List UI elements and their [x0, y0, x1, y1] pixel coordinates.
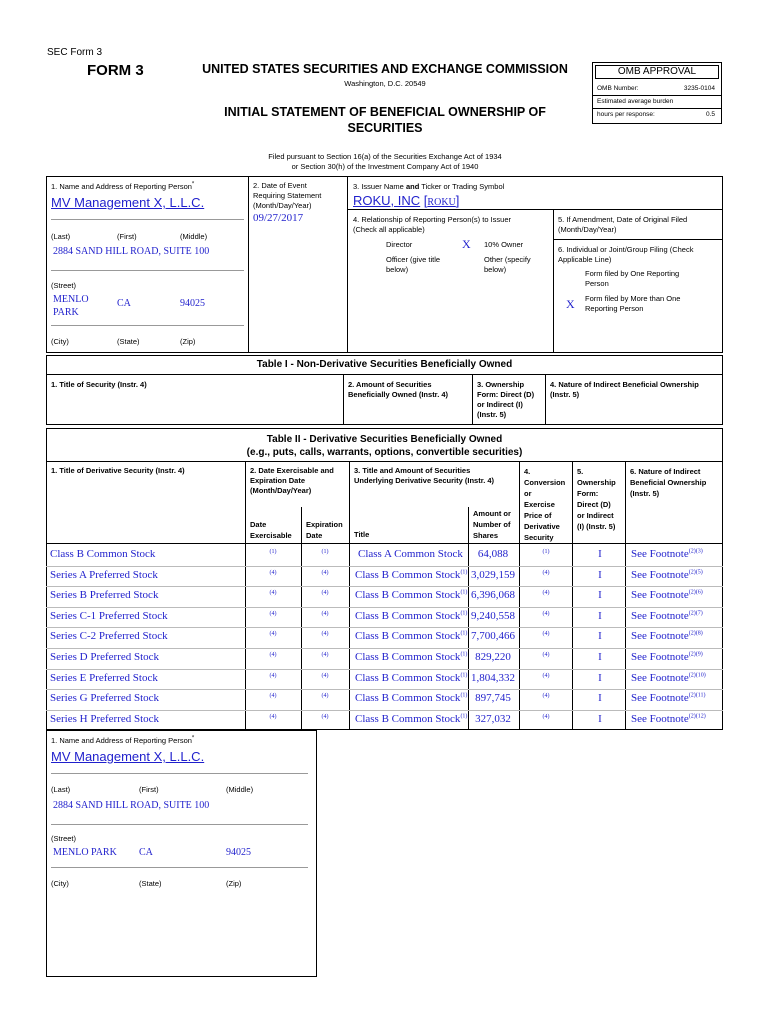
omb-approval-box — [592, 62, 722, 124]
row-conversion-price: (4) — [542, 714, 550, 720]
street-value: 2884 SAND HILL ROAD, SUITE 100 — [53, 246, 210, 257]
officer-option[interactable]: Officer (give title below) — [386, 255, 441, 274]
row-date-exercisable: (4) — [269, 611, 277, 617]
row-underlying-title: Class B Common Stock$^{(1)}$ — [355, 589, 468, 601]
row-expiration-date: (4) — [321, 631, 329, 637]
row-date-exercisable: (4) — [269, 631, 277, 637]
row-conversion-price: (4) — [542, 652, 550, 658]
table-1-title: Table I - Non-Derivative Securities Beneficially Owned — [256, 359, 513, 370]
reporting-person-name[interactable]: MV Management X, L.L.C. — [51, 195, 205, 210]
table-1-col-title: 1. Title of Security (Instr. 4) — [51, 380, 147, 389]
commission-title: UNITED STATES SECURITIES AND EXCHANGE COMMISSION — [202, 62, 568, 76]
table-2-col-nature: 6. Nature of Indirect Beneficial Ownership (Instr. 5) — [630, 467, 707, 498]
row-amount-shares: 897,745 — [475, 692, 511, 704]
ten-percent-owner-option[interactable]: 10% Owner — [484, 240, 524, 249]
row-date-exercisable: (4) — [269, 673, 277, 679]
row-conversion-price: (4) — [542, 611, 550, 617]
state-label: (State) — [117, 337, 140, 346]
zip-value-2: 94025 — [226, 847, 251, 858]
table-2-col-underlying: 3. Title and Amount of Securities Underlying Derivative Security (Instr. 4) — [354, 466, 495, 485]
row-conversion-price: (1) — [542, 549, 550, 555]
row-ownership-form: I — [598, 630, 602, 642]
row-nature-ownership: See Footnote$^{(2)(6)}$ — [631, 589, 703, 601]
row-ownership-form: I — [598, 672, 602, 684]
row-security-title: Series A Preferred Stock — [50, 569, 158, 581]
issuer-name[interactable]: ROKU, INC [ROKU] — [353, 193, 460, 208]
row-amount-shares: 64,088 — [477, 548, 509, 560]
row-conversion-price: (4) — [542, 570, 550, 576]
table-2-col-title: 1. Title of Derivative Security (Instr. 4) — [51, 466, 185, 475]
event-date-label: 2. Date of Event Requiring Statement (Month/Day/Year) — [253, 181, 322, 210]
omb-hours-label: hours per response: — [597, 111, 655, 118]
other-option[interactable]: Other (specify below) — [484, 255, 531, 274]
row-underlying-title: Class A Common Stock — [358, 548, 463, 560]
street-value-2: 2884 SAND HILL ROAD, SUITE 100 — [53, 800, 210, 811]
row-divider — [46, 566, 723, 567]
row-divider — [46, 607, 723, 608]
omb-number-value: 3235-0104 — [683, 85, 715, 92]
row-date-exercisable: (4) — [269, 714, 277, 720]
row-date-exercisable: (4) — [269, 590, 277, 596]
omb-number-label: OMB Number: — [597, 85, 639, 92]
table-2-sub-amount: Amount or Number of Shares — [473, 509, 511, 540]
table-2-col-ownership: 5. Ownership Form: Direct (D) or Indirect (I) (Instr. 5) — [577, 467, 616, 531]
row-expiration-date: (4) — [321, 590, 329, 596]
table-1-col-amount: 2. Amount of Securities Beneficially Owned (Instr. 4) — [348, 380, 449, 399]
row-conversion-price: (4) — [542, 631, 550, 637]
row-security-title: Series G Preferred Stock — [50, 692, 160, 704]
middle-label: (Middle) — [180, 232, 208, 241]
issuer-label: 3. Issuer Name and Ticker or Trading Symbol — [353, 182, 505, 191]
state-value-2: CA — [139, 847, 153, 858]
street-label: (Street) — [51, 281, 77, 290]
reporting-person-label: 1. Name and Address of Reporting Person* — [51, 181, 195, 191]
zip-label-2: (Zip) — [226, 879, 242, 888]
row-ownership-form: I — [598, 589, 602, 601]
row-amount-shares: 1,804,332 — [471, 672, 515, 684]
row-amount-shares: 9,240,558 — [471, 610, 515, 622]
row-nature-ownership: See Footnote$^{(2)(5)}$ — [631, 569, 703, 581]
zip-label: (Zip) — [180, 337, 196, 346]
table-2-title: Table II - Derivative Securities Beneficially Owned (e.g., puts, calls, warrants, options, convertible securities) — [246, 434, 523, 458]
row-underlying-title: Class B Common Stock$^{(1)}$ — [355, 672, 468, 684]
row-underlying-title: Class B Common Stock$^{(1)}$ — [355, 692, 468, 704]
table-2-sub-expiration: Expiration Date — [306, 520, 343, 540]
row-ownership-form: I — [598, 713, 602, 725]
row-date-exercisable: (1) — [269, 549, 277, 555]
filed-by-more-check[interactable]: X — [566, 297, 575, 311]
event-date-value: 09/27/2017 — [253, 212, 304, 224]
first-label: (First) — [117, 232, 137, 241]
row-nature-ownership: See Footnote$^{(2)(10)}$ — [631, 672, 706, 684]
table-1-col-nature: 4. Nature of Indirect Beneficial Ownership (Instr. 5) — [550, 380, 699, 399]
row-expiration-date: (4) — [321, 611, 329, 617]
ten-percent-owner-check[interactable]: X — [462, 237, 471, 251]
omb-burden-label: Estimated average burden — [597, 98, 674, 105]
row-ownership-form: I — [598, 548, 602, 560]
row-amount-shares: 6,396,068 — [471, 589, 515, 601]
omb-hours-value: 0.5 — [705, 111, 715, 118]
director-option[interactable]: Director — [386, 240, 413, 249]
row-amount-shares: 327,032 — [475, 713, 511, 725]
table-2-col-dates: 2. Date Exercisable and Expiration Date (Month/Day/Year) — [250, 466, 334, 495]
row-nature-ownership: See Footnote$^{(2)(12)}$ — [631, 713, 706, 725]
omb-title: OMB APPROVAL — [595, 65, 719, 79]
table-2-sub-date-exercisable: Date Exercisable — [250, 520, 292, 540]
last-label-2: (Last) — [51, 785, 71, 794]
row-security-title: Series H Preferred Stock — [50, 713, 160, 725]
row-ownership-form: I — [598, 610, 602, 622]
row-expiration-date: (4) — [321, 693, 329, 699]
filing-type-label: 6. Individual or Joint/Group Filing (Check Applicable Line) — [558, 245, 694, 264]
commission-location: Washington, D.C. 20549 — [344, 79, 426, 88]
row-amount-shares: 7,700,466 — [471, 630, 515, 642]
row-ownership-form: I — [598, 692, 602, 704]
row-date-exercisable: (4) — [269, 693, 277, 699]
row-date-exercisable: (4) — [269, 570, 277, 576]
city-label: (City) — [51, 337, 69, 346]
filed-by-more-option[interactable]: Form filed by More than One Reporting Person — [585, 294, 681, 313]
first-label-2: (First) — [139, 785, 159, 794]
row-nature-ownership: See Footnote$^{(2)(9)}$ — [631, 651, 703, 663]
row-conversion-price: (4) — [542, 673, 550, 679]
row-underlying-title: Class B Common Stock$^{(1)}$ — [355, 713, 468, 725]
row-security-title: Series C-1 Preferred Stock — [50, 610, 168, 622]
table-1-col-ownership: 3. Ownership Form: Direct (D) or Indirect (I) (Instr. 5) — [477, 380, 535, 419]
last-label: (Last) — [51, 232, 71, 241]
row-expiration-date: (4) — [321, 570, 329, 576]
row-amount-shares: 829,220 — [475, 651, 511, 663]
row-divider — [46, 710, 723, 711]
row-amount-shares: 3,029,159 — [471, 569, 515, 581]
row-nature-ownership: See Footnote$^{(2)(8)}$ — [631, 630, 703, 642]
row-security-title: Series C-2 Preferred Stock — [50, 630, 168, 642]
table-2-sub-title: Title — [354, 530, 370, 539]
row-ownership-form: I — [598, 651, 602, 663]
reporting-person-label-2: 1. Name and Address of Reporting Person* — [51, 735, 195, 745]
amendment-label: 5. If Amendment, Date of Original Filed (Month/Day/Year) — [558, 215, 688, 234]
row-underlying-title: Class B Common Stock$^{(1)}$ — [355, 569, 468, 581]
state-label-2: (State) — [139, 879, 162, 888]
statement-title: INITIAL STATEMENT OF BENEFICIAL OWNERSHIP OF SECURITIES — [224, 105, 546, 135]
row-security-title: Series B Preferred Stock — [50, 589, 159, 601]
row-underlying-title: Class B Common Stock$^{(1)}$ — [355, 610, 468, 622]
row-divider — [46, 627, 723, 628]
row-expiration-date: (1) — [321, 549, 329, 555]
row-expiration-date: (4) — [321, 714, 329, 720]
state-value: CA — [117, 298, 131, 309]
row-nature-ownership: See Footnote$^{(2)(7)}$ — [631, 610, 703, 622]
row-conversion-price: (4) — [542, 590, 550, 596]
row-nature-ownership: See Footnote$^{(2)(3)}$ — [631, 548, 703, 560]
row-security-title: Class B Common Stock — [50, 548, 156, 560]
row-ownership-form: I — [598, 569, 602, 581]
row-expiration-date: (4) — [321, 673, 329, 679]
row-divider — [46, 689, 723, 690]
filed-by-one-option[interactable]: Form filed by One Reporting Person — [585, 269, 680, 288]
reporting-person-name-2[interactable]: MV Management X, L.L.C. — [51, 749, 205, 764]
row-nature-ownership: See Footnote$^{(2)(11)}$ — [631, 692, 706, 704]
form-number: FORM 3 — [87, 62, 144, 79]
row-divider — [46, 586, 723, 587]
row-date-exercisable: (4) — [269, 652, 277, 658]
relationship-label: 4. Relationship of Reporting Person(s) to Issuer (Check all applicable) — [353, 215, 511, 234]
middle-label-2: (Middle) — [226, 785, 254, 794]
street-label-2: (Street) — [51, 834, 77, 843]
row-underlying-title: Class B Common Stock$^{(1)}$ — [355, 630, 468, 642]
row-divider — [46, 648, 723, 649]
row-divider — [46, 669, 723, 670]
row-conversion-price: (4) — [542, 693, 550, 699]
city-label-2: (City) — [51, 879, 69, 888]
row-security-title: Series D Preferred Stock — [50, 651, 160, 663]
row-underlying-title: Class B Common Stock$^{(1)}$ — [355, 651, 468, 663]
row-expiration-date: (4) — [321, 652, 329, 658]
filed-pursuant: Filed pursuant to Section 16(a) of the Securities Exchange Act of 1934 or Section 30(h) of the Investment Company Act of 1940 — [268, 152, 502, 171]
table-2-col-conversion: 4. Conversion or Exercise Price of Derivative Security — [524, 467, 566, 542]
city-value-2: MENLO PARK — [53, 847, 117, 858]
city-value: MENLO PARK — [53, 294, 89, 318]
row-security-title: Series E Preferred Stock — [50, 672, 158, 684]
zip-value: 94025 — [180, 298, 205, 309]
sec-form-label: SEC Form 3 — [47, 47, 103, 58]
